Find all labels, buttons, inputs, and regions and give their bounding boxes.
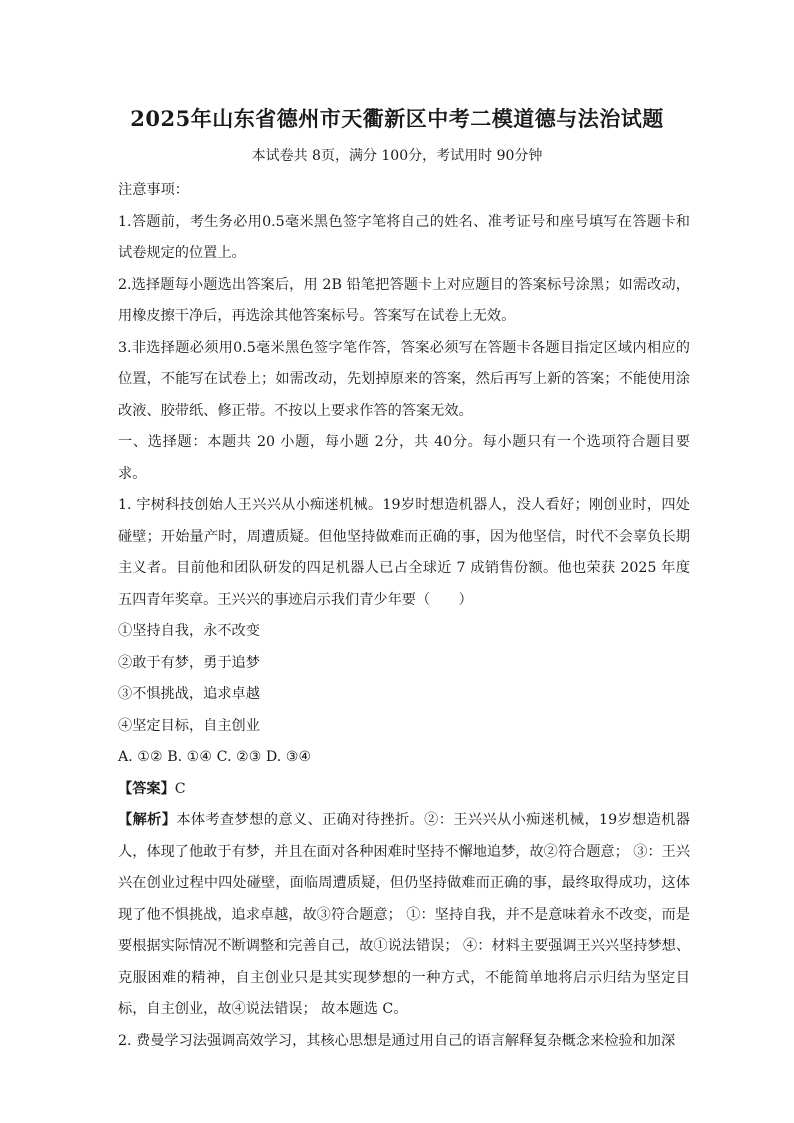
analysis-paragraph <box>118 805 690 1026</box>
page-title: 2025年山东省德州市天衢新区中考二模道德与法治试题 <box>130 106 664 131</box>
question-1-option-4: ④坚定目标，自主创业 <box>118 717 260 734</box>
notice-item-3: 3.非选择题必须用0.5毫米黑色签字笔作答，答案必须写在答题卡各题目指定区域内相应的位置，不能写在试卷上；如需改动，先划掉原来的答案，然后再写上新的答案；不能使用涂改液、胶带纸、修正带。不按以上要求作答的答案无效。 <box>118 339 690 419</box>
analysis-text: 本体考查梦想的意义、正确对待挫折。②：王兴兴从小痴迷机械，19岁想造机器人，体现了他敢于有梦，并且在面对各种困难时坚持不懈地追梦，故②符合题意； ③：王兴兴在创业过程中四处碰壁，面临周遭质疑，但仍坚持做难而正确的事，最终取得成功，这体现了他不惧挑战，追求卓越，故③符合题意； ①：坚持自我，并不是意味着永不改变，而是要根据实际情况不断调整和完善自己，故①说法错误； ④：材料主要强调王兴兴坚持梦想、克服困难的精神，自主创业只是其实现梦想的一种方式，不能简单地将启示归结为坚定目标，自主创业，故④说法错误； 故本题选 C。 <box>118 812 691 1017</box>
page-subtitle: 本试卷共 8页，满分 100分，考试用时 90分钟 <box>251 148 543 164</box>
question-1-choices: A. ①② B. ①④ C. ②③ D. ③④ <box>118 749 312 765</box>
section-heading: 一、选择题：本题共 20 小题，每小题 2分，共 40分。每小题只有一个选项符合题目要求。 <box>118 434 690 482</box>
notice-item-2: 2.选择题每小题选出答案后，用 2B 铅笔把答题卡上对应题目的答案标号涂黑；如需改动，用橡皮擦干净后，再选涂其他答案标号。答案写在试卷上无效。 <box>118 276 690 324</box>
question-1-stem: 1. 宇树科技创始人王兴兴从小痴迷机械。19岁时想造机器人，没人看好；刚创业时，四处碰壁；开始量产时，周遭质疑。但他坚持做难而正确的事，因为他坚信，时代不会辜负长期主义者。目前他和团队研发的四足机器人已占全球近 7 成销售份额。他也荣获 2025 年度五四青年奖章。王兴兴的事迹启示我们青少年要（ ） <box>118 497 690 608</box>
question-2-stem: 2. 费曼学习法强调高效学习，其核心思想是通过用自己的语言解释复杂概念来检验和加深 <box>118 1032 676 1049</box>
question-1-option-3: ③不惧挑战，追求卓越 <box>118 686 260 702</box>
analysis-tag: 【解析】 <box>118 812 177 828</box>
answer-line <box>118 774 690 806</box>
answer-tag: 【答案】 <box>118 780 175 797</box>
question-1-option-2: ②敢于有梦，勇于追梦 <box>118 654 260 671</box>
notice-heading: 注意事项： <box>118 182 189 198</box>
notice-item-1: 1.答题前，考生务必用0.5毫米黑色签字笔将自己的姓名、准考证号和座号填写在答题卡和试卷规定的位置上。 <box>118 213 690 261</box>
question-1-option-1: ①坚持自我，永不改变 <box>118 623 260 639</box>
document-body <box>118 175 690 1057</box>
answer-value: C <box>174 780 186 797</box>
